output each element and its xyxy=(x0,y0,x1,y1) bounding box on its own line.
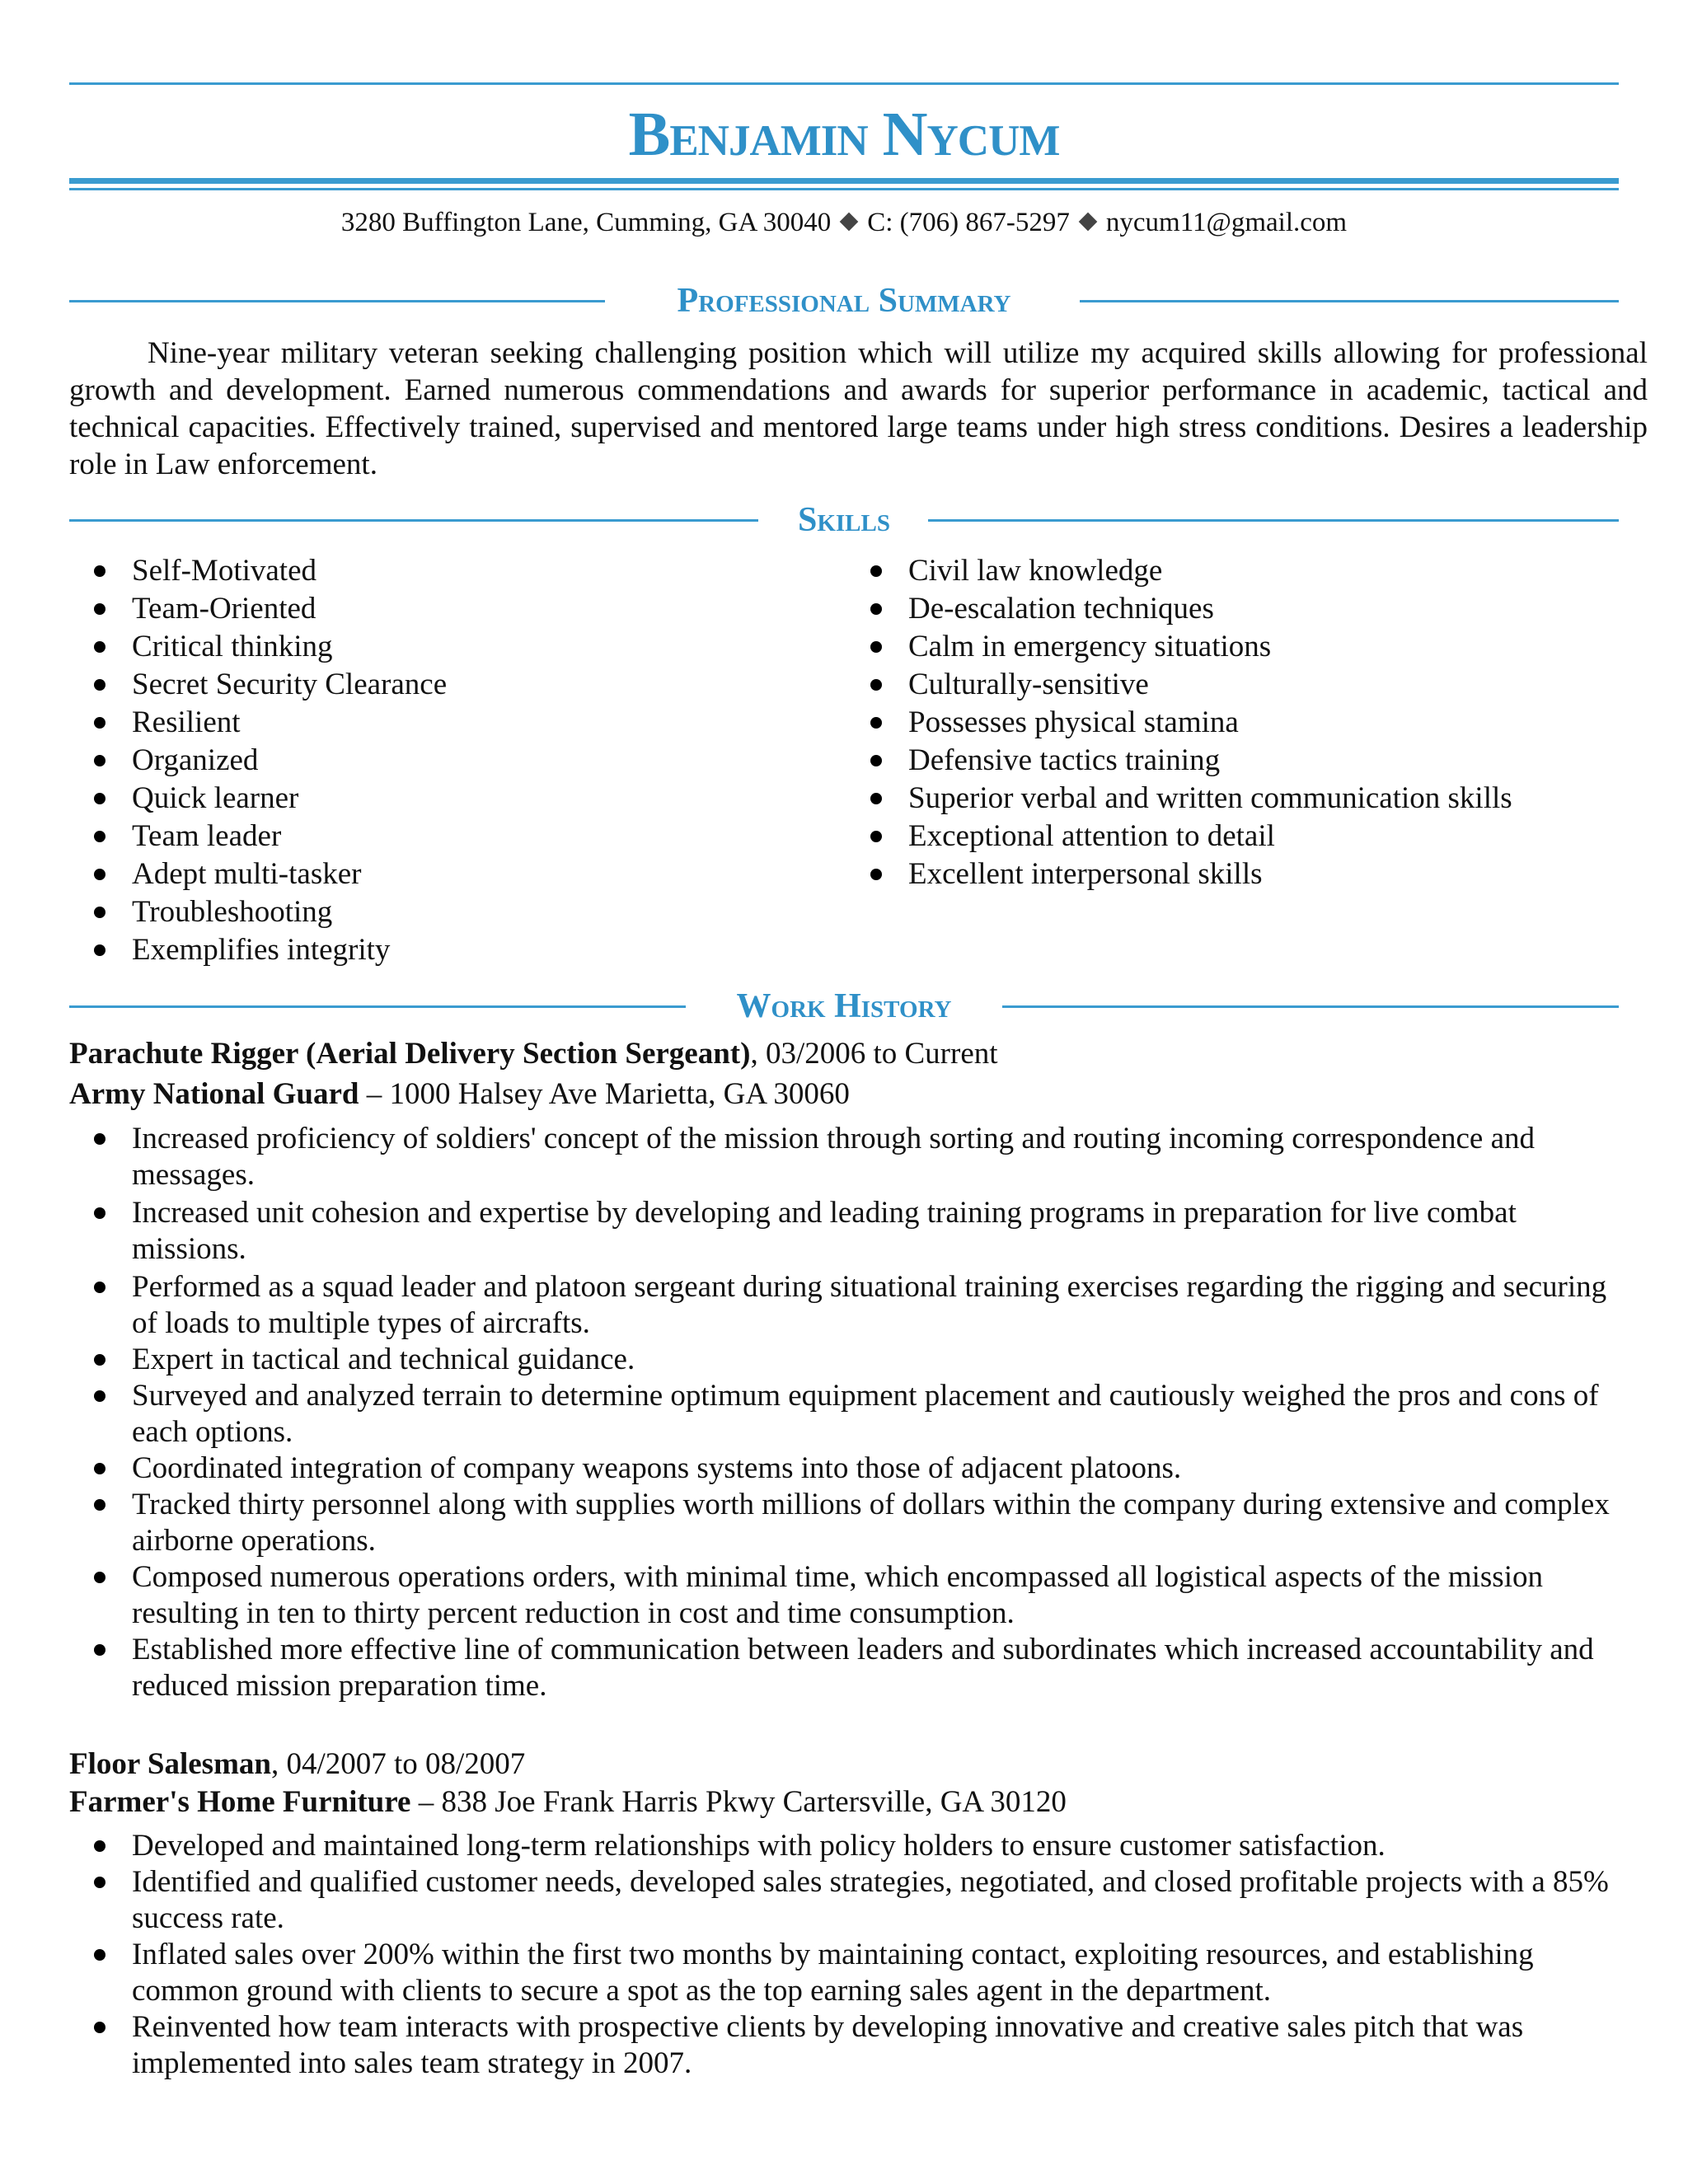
skill-item: Resilient xyxy=(69,704,447,742)
bullet-icon xyxy=(94,1499,106,1511)
skill-item: Exceptional attention to detail xyxy=(846,818,1512,855)
bullet-icon xyxy=(94,1354,106,1366)
employer-location: – 1000 Halsey Ave Marietta, GA 30060 xyxy=(359,1077,850,1111)
skills-heading xyxy=(69,499,1619,541)
skill-item: Calm in emergency situations xyxy=(846,628,1512,666)
skill-item: Defensive tactics training xyxy=(846,742,1512,780)
job-bullet: Surveyed and analyzed terrain to determine optimum equipment placement and cautiously weighed the pros and cons of each options. xyxy=(69,1378,1635,1451)
bullet-icon xyxy=(94,793,106,804)
skill-item: Superior verbal and written communication skills xyxy=(846,780,1512,818)
job-title: Floor Salesman xyxy=(69,1747,271,1781)
job-bullet: Developed and maintained long-term relationships with policy holders to ensure customer satisfaction. xyxy=(69,1828,1635,1864)
job-bullets xyxy=(69,1828,1635,2082)
summary-text: Nine-year military veteran seeking challenging position which will utilize my acquired skills allowing for professional growth and development. Earned numerous commendations and awards for superior performance in academic, tactical and technical capacities. Effectively trained, supervised and mentored large teams under high stress conditions. Desires a leadership role in Law enforcement. xyxy=(69,336,1648,481)
bullet-icon xyxy=(94,679,106,691)
bullet-icon xyxy=(94,1572,106,1583)
bullet-icon xyxy=(94,1133,106,1145)
job-title-line xyxy=(69,1035,998,1073)
job-bullets xyxy=(69,1121,1635,1704)
heading-rule-right xyxy=(1080,300,1619,302)
job-bullet: Identified and qualified customer needs, developed sales strategies, negotiated, and closed profitable projects with a 85% success rate. xyxy=(69,1864,1635,1937)
work-heading-title: Work History xyxy=(736,987,952,1025)
skill-item: Excellent interpersonal skills xyxy=(846,855,1512,893)
job-bullet: Expert in tactical and technical guidance. xyxy=(69,1342,1635,1378)
bullet-icon xyxy=(94,755,106,766)
skill-item: Troubleshooting xyxy=(69,893,447,931)
top-rule xyxy=(69,82,1619,85)
bullet-icon xyxy=(870,793,882,804)
diamond-separator-icon xyxy=(840,213,859,232)
bullet-icon xyxy=(870,679,882,691)
bullet-icon xyxy=(94,603,106,615)
bullet-icon xyxy=(94,1877,106,1888)
skill-item: Possesses physical stamina xyxy=(846,704,1512,742)
skill-item: Organized xyxy=(69,742,447,780)
bullet-icon xyxy=(870,831,882,842)
bullet-icon xyxy=(870,717,882,729)
bullet-icon xyxy=(94,641,106,653)
skill-item: Secret Security Clearance xyxy=(69,666,447,704)
bullet-icon xyxy=(870,565,882,577)
skill-item: Culturally-sensitive xyxy=(846,666,1512,704)
job-dates: , 04/2007 to 08/2007 xyxy=(270,1747,526,1781)
job-bullet: Increased proficiency of soldiers' concept of the mission through sorting and routing incoming correspondence and messages. xyxy=(69,1121,1635,1193)
bullet-icon xyxy=(94,1463,106,1474)
bullet-icon xyxy=(94,1840,106,1852)
skill-item: Critical thinking xyxy=(69,628,447,666)
summary-heading xyxy=(69,280,1619,321)
heading-rule-right xyxy=(1002,1005,1619,1008)
employer-location: – 838 Joe Frank Harris Pkwy Cartersville, GA 30120 xyxy=(410,1785,1067,1819)
employer-name: Army National Guard xyxy=(69,1077,359,1111)
skill-item: Civil law knowledge xyxy=(846,552,1512,590)
bullet-icon xyxy=(870,641,882,653)
employer-line xyxy=(69,1076,850,1113)
name-rule-thin xyxy=(69,188,1619,190)
skills-heading-title: Skills xyxy=(797,501,890,539)
bullet-icon xyxy=(94,565,106,577)
phone: C: (706) 867-5297 xyxy=(867,208,1070,237)
bullet-icon xyxy=(94,1282,106,1293)
bullet-icon xyxy=(94,1207,106,1219)
skill-item: Quick learner xyxy=(69,780,447,818)
job-bullet: Reinvented how team interacts with prospective clients by developing innovative and creative sales pitch that was implemented into sales team strategy in 2007. xyxy=(69,2009,1635,2082)
name-rule-thick xyxy=(69,178,1619,184)
address: 3280 Buffington Lane, Cumming, GA 30040 xyxy=(340,208,832,237)
job-bullet: Tracked thirty personnel along with supplies worth millions of dollars within the company during extensive and complex airborne operations. xyxy=(69,1487,1635,1559)
skill-item: Team leader xyxy=(69,818,447,855)
email: nycum11@gmail.com xyxy=(1105,208,1348,237)
heading-rule-right xyxy=(928,519,1619,522)
skills-list-left xyxy=(69,552,447,969)
job-title-line xyxy=(69,1746,525,1783)
candidate-name: Benjamin Nycum xyxy=(628,100,1060,169)
skills-list-right xyxy=(846,552,1512,893)
employer-line xyxy=(69,1783,1067,1821)
job-bullet: Coordinated integration of company weapons systems into those of adjacent platoons. xyxy=(69,1451,1635,1487)
skill-item: Team-Oriented xyxy=(69,590,447,628)
job-bullet: Increased unit cohesion and expertise by developing and leading training programs in preparation for live combat missions. xyxy=(69,1195,1635,1268)
diamond-separator-icon xyxy=(1079,213,1098,232)
bullet-icon xyxy=(94,717,106,729)
job-dates: , 03/2006 to Current xyxy=(750,1037,998,1071)
job-bullet: Composed numerous operations orders, with minimal time, which encompassed all logistical aspects of the mission resulting in ten to thirty percent reduction in cost and time consumption. xyxy=(69,1559,1635,1632)
summary-text-block xyxy=(69,335,1648,483)
job-title: Parachute Rigger (Aerial Delivery Section Sergeant) xyxy=(69,1037,751,1071)
work-heading xyxy=(69,986,1619,1027)
bullet-icon xyxy=(94,831,106,842)
bullet-icon xyxy=(94,2022,106,2033)
bullet-icon xyxy=(94,1949,106,1961)
bullet-icon xyxy=(94,907,106,918)
skill-item: Self-Motivated xyxy=(69,552,447,590)
summary-heading-title: Professional Summary xyxy=(677,282,1011,320)
skill-item: Exemplifies integrity xyxy=(69,931,447,969)
bullet-icon xyxy=(94,1644,106,1656)
job-bullet: Inflated sales over 200% within the first two months by maintaining contact, exploiting resources, and establishing common ground with clients to secure a spot as the top earning sales agent in the department. xyxy=(69,1937,1635,2009)
bullet-icon xyxy=(94,944,106,956)
bullet-icon xyxy=(94,869,106,880)
job-bullet: Established more effective line of communication between leaders and subordinates which increased accountability and reduced mission preparation time. xyxy=(69,1632,1635,1704)
job-bullet: Performed as a squad leader and platoon sergeant during situational training exercises regarding the rigging and securing of loads to multiple types of aircrafts. xyxy=(69,1269,1635,1342)
employer-name: Farmer's Home Furniture xyxy=(69,1785,411,1819)
bullet-icon xyxy=(870,869,882,880)
bullet-icon xyxy=(870,755,882,766)
skill-item: Adept multi-tasker xyxy=(69,855,447,893)
skill-item: De-escalation techniques xyxy=(846,590,1512,628)
contact-line xyxy=(0,206,1688,239)
bullet-icon xyxy=(870,603,882,615)
bullet-icon xyxy=(94,1390,106,1402)
